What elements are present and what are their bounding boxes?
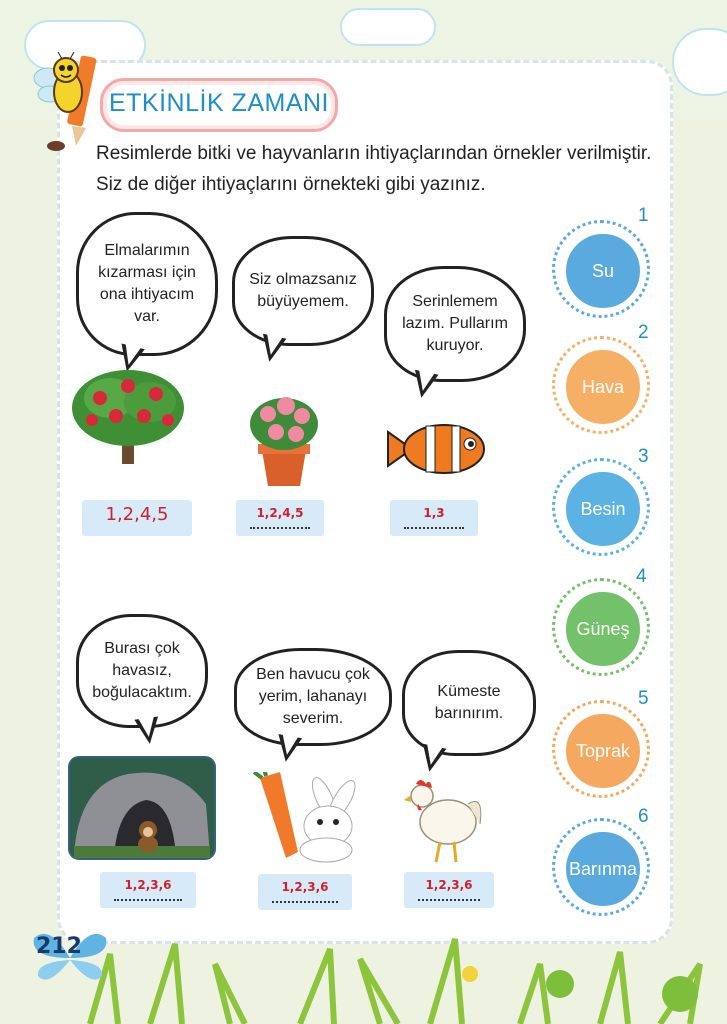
rabbit-image	[250, 772, 368, 864]
activity-title: ETKİNLİK ZAMANI	[108, 89, 330, 117]
speech-text: Kümeste barınırım.	[434, 683, 504, 722]
bubble-tail	[134, 716, 161, 745]
answer-box[interactable]	[258, 874, 352, 910]
bubble-tail	[274, 734, 302, 764]
need-badge-gunes	[552, 578, 650, 676]
need-label: Hava	[581, 376, 625, 397]
need-badge-core	[564, 830, 642, 908]
need-number: 2	[638, 322, 649, 343]
need-badge-core	[564, 590, 642, 668]
apple-tree-image	[70, 364, 190, 468]
answer-box[interactable]	[390, 500, 478, 536]
need-badge-toprak	[552, 700, 650, 798]
activity-title-box	[100, 78, 338, 132]
answer-value: 1,3	[423, 506, 445, 520]
need-badge-hava	[552, 336, 650, 434]
answer-value: 1,2,3,6	[281, 880, 329, 894]
need-badge-barinma	[552, 818, 650, 916]
need-number: 6	[638, 806, 649, 827]
need-label: Toprak	[575, 740, 631, 761]
need-label: Su	[591, 260, 615, 281]
speech-bubble-clownfish	[384, 266, 526, 382]
need-number: 3	[638, 446, 649, 467]
need-badge-besin	[552, 458, 650, 556]
speech-text: Burası çok havasız, boğulacaktım.	[92, 640, 192, 701]
answer-box[interactable]	[404, 872, 494, 908]
speech-bubble-chicken	[402, 650, 536, 756]
page-number: 212	[36, 934, 82, 959]
speech-bubble-monkey-cave	[76, 614, 208, 728]
answer-box[interactable]	[82, 500, 192, 536]
answer-dotted-line	[272, 901, 338, 903]
need-number: 1	[638, 205, 649, 226]
instruction-text: Resimlerde bitki ve hayvanların ihtiyaçlarından örnekler verilmiştir. Siz de diğer ihtiyaçlarını örnekteki gibi yazınız.	[96, 143, 652, 195]
answer-box[interactable]	[236, 500, 324, 536]
answer-dotted-line	[114, 899, 182, 901]
monkey-cave-image	[68, 756, 216, 860]
speech-text: Elmalarımın kızarması için ona ihtiyacım var.	[98, 242, 196, 325]
speech-text: Serinlemem lazım. Pullarım kuruyor.	[402, 293, 508, 354]
answer-dotted-line	[404, 527, 464, 529]
need-label: Besin	[580, 498, 626, 519]
speech-text: Ben havucu çok yerim, lahanayı severim.	[256, 666, 370, 727]
answer-box[interactable]	[100, 872, 196, 908]
speech-text: Siz olmazsanız büyüyemem.	[249, 271, 357, 310]
chicken-image	[404, 774, 486, 864]
need-badge-core	[564, 712, 642, 790]
need-badge-su	[552, 220, 650, 318]
clownfish-image	[386, 414, 488, 484]
speech-bubble-rabbit	[234, 648, 392, 746]
answer-value: 1,2,3,6	[124, 878, 172, 892]
need-label: Güneş	[576, 618, 630, 639]
need-badge-core	[564, 232, 642, 310]
answer-value: 1,2,4,5	[256, 506, 304, 520]
speech-bubble-apple-tree	[76, 212, 218, 356]
need-badge-core	[564, 470, 642, 548]
answer-dotted-line	[250, 527, 310, 529]
speech-bubble-flower-pot	[232, 236, 374, 346]
need-label: Barınma	[568, 858, 638, 879]
need-number: 4	[636, 566, 647, 587]
need-badge-core	[564, 348, 642, 426]
answer-dotted-line	[418, 899, 480, 901]
flower-pot-image	[244, 380, 324, 490]
cloud	[340, 8, 436, 46]
need-number: 5	[638, 688, 649, 709]
answer-value: 1,2,3,6	[425, 878, 473, 892]
answer-value: 1,2,4,5	[105, 504, 169, 525]
